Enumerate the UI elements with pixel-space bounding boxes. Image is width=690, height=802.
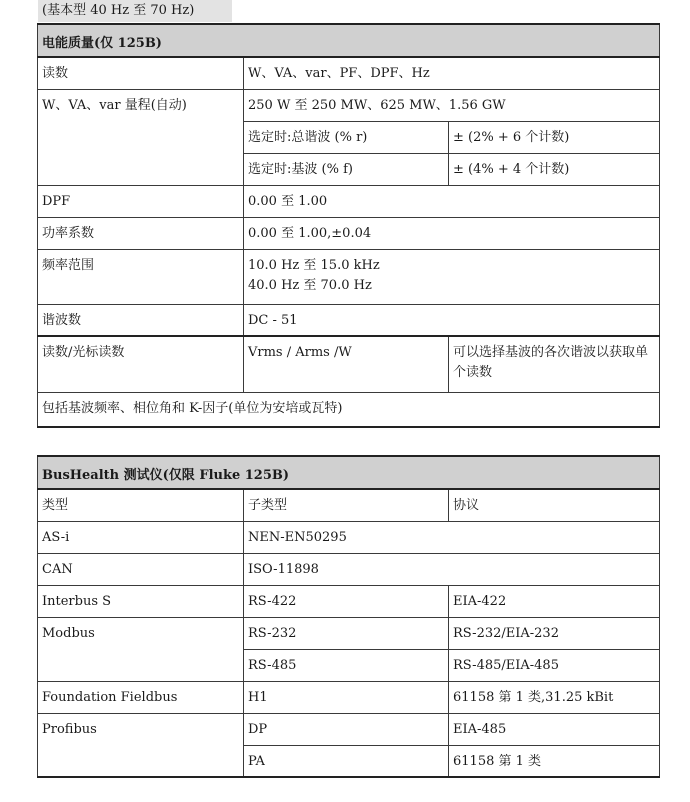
frequency-range-value: [244, 249, 660, 304]
row-protocol-modbus-232: RS-232/EIA-232: [449, 617, 660, 649]
power-quality-table: [37, 23, 660, 428]
row-type-interbus: Interbus S: [38, 585, 244, 617]
harmonics-value: DC - 51: [244, 304, 660, 336]
thd-value: ± (2% + 6 个计数): [449, 121, 660, 153]
harmonics-label: 谐波数: [38, 304, 244, 336]
power-quality-footnote: 包括基波频率、相位角和 K-因子(单位为安培或瓦特): [38, 392, 660, 427]
power-factor-value: 0.00 至 1.00,±0.04: [244, 217, 660, 249]
row-protocol-interbus: EIA-422: [449, 585, 660, 617]
row-subtype-foundation-fieldbus: H1: [244, 681, 449, 713]
fundamental-label: 选定时:基波 (% f): [244, 153, 449, 185]
row-type-asi: AS-i: [38, 521, 244, 553]
row-protocol-profibus-dp: EIA-485: [449, 713, 660, 745]
row-protocol-modbus-485: RS-485/EIA-485: [449, 649, 660, 681]
thd-label: 选定时:总谐波 (% r): [244, 121, 449, 153]
header-type: 类型: [38, 489, 244, 521]
row-subtype-interbus: RS-422: [244, 585, 449, 617]
row-subtype-profibus-pa: PA: [244, 745, 449, 777]
readings-label: 读数: [38, 57, 244, 89]
row-type-modbus: Modbus: [38, 617, 244, 681]
dpf-value: 0.00 至 1.00: [244, 185, 660, 217]
power-factor-label: 功率系数: [38, 217, 244, 249]
range-label: W、VA、var 量程(自动): [38, 89, 244, 185]
row-subtype-can: ISO-11898: [244, 553, 660, 585]
row-subtype-modbus-232: RS-232: [244, 617, 449, 649]
cursor-reading-label: 读数/光标读数: [38, 336, 244, 392]
frequency-range-line-1: 10.0 Hz 至 15.0 kHz: [248, 257, 380, 273]
fundamental-value: ± (4% + 4 个计数): [449, 153, 660, 185]
cursor-reading-value: Vrms / Arms /W: [244, 336, 449, 392]
row-type-can: CAN: [38, 553, 244, 585]
frequency-range-line-2: 40.0 Hz 至 70.0 Hz: [248, 277, 372, 293]
bushealth-title: BusHealth 测试仪(仅限 Fluke 125B): [38, 456, 660, 489]
row-protocol-foundation-fieldbus: 61158 第 1 类,31.25 kBit: [449, 681, 660, 713]
top-note: (基本型 40 Hz 至 70 Hz): [38, 0, 232, 22]
header-subtype: 子类型: [244, 489, 449, 521]
power-quality-title: 电能质量(仅 125B): [38, 24, 660, 57]
row-type-profibus: Profibus: [38, 713, 244, 777]
row-type-foundation-fieldbus: Foundation Fieldbus: [38, 681, 244, 713]
row-subtype-modbus-485: RS-485: [244, 649, 449, 681]
row-subtype-asi: NEN-EN50295: [244, 521, 660, 553]
range-value: 250 W 至 250 MW、625 MW、1.56 GW: [244, 89, 660, 121]
cursor-reading-note: 可以选择基波的各次谐波以获取单个读数: [449, 336, 660, 392]
row-subtype-profibus-dp: DP: [244, 713, 449, 745]
dpf-label: DPF: [38, 185, 244, 217]
bushealth-table: [37, 455, 660, 778]
frequency-range-label: 频率范围: [38, 249, 244, 304]
readings-value: W、VA、var、PF、DPF、Hz: [244, 57, 660, 89]
row-protocol-profibus-pa: 61158 第 1 类: [449, 745, 660, 777]
header-protocol: 协议: [449, 489, 660, 521]
